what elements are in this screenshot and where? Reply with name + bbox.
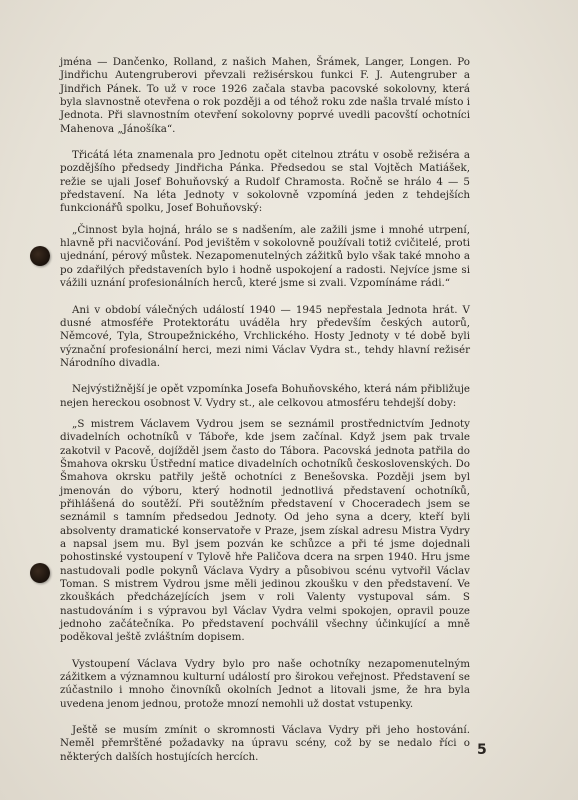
quote-1: „Činnost byla hojná, hrálo se s nadšením, ale zažili jsme i mnohé utrpení, hlavně při nacvičování. Pod jevištěm v sokolovně používali totiž cvičitelé, proti ujednání, pérový můstek. Nezapomenutelných zážitků bylo však také mnoho a po zdařilých představeních bylo i hodně uspokojení a radosti. Nejvíce jsme si vážili uznání profesionálních herců, které jsme si zvali. Vzpomínáme rádi.“: [60, 223, 470, 290]
page-number: 5: [477, 742, 487, 758]
punch-hole-upper: [30, 246, 50, 266]
quote-2: „S mistrem Václavem Vydrou jsem se seznámil prostřednictvím Jednoty divadelních ochotníků v Táboře, kde jsem začínal. Když jsem pak trvale zakotvil v Pacově, dojížděl jsem často do Tábora. Pacovská jednota patřila do Šmahova okrsku Ústřední matice divadelních ochotníků československých. Do Šmahova okrsku patřily ještě ochotníci z Benešovska. Později jsem byl jmenován do výboru, který hodnotil jednotlivá představení ochotníků, přihlášená do soutěží. Při soutěžním představení v Choceradech jsem se seznámil s tamním předsedou Jednoty. Od jeho syna a dcery, kteří byli absolventy dramatické konservatoře v Praze, jsem získal adresu Mistra Vydry a napsal jsem mu. Byl jsem pozván ke schůzce a při té jsme dojednali pohostinské vystoupení v Tylově hře Paličova dcera na srpen 1940. Hru jsme nastudovali podle pokynů Václava Vydry a působivou scénu vytvořil Václav Toman. S mistrem Vydrou jsme měli jedinou zkoušku v den představení. Ve zkouškách předcházejících jsem v roli Valenty vystupoval sám. S nastudováním i s výpravou byl Václav Vydra velmi spokojen, opravil pouze jednoho začátečníka. Po představení pochválil všechny účinkující a mně poděkoval ještě zvláštním dopisem.: [60, 417, 470, 644]
paragraph-4: Nejvýstižnější je opět vzpomínka Josefa Bohuňovského, která nám přibližuje nejen hereckou osobnost V. Vydry st., ale celkovou atmosféru tehdejší doby:: [60, 383, 470, 409]
paragraph-6: Ještě se musím zmínit o skromnosti Václava Vydry při jeho hostování. Neměl přemrštěné požadavky na úpravu scény, což by se nedalo říci o některých dalších hostujících hercích.: [60, 724, 470, 763]
paragraph-3: Ani v období válečných událostí 1940 — 1945 nepřestala Jednota hrát. V dusné atmosféře Protektorátu uváděla hry především českých autorů, Němcové, Tyla, Stroupežnického, Vrchlického. Hosty Jednoty v té době byli význační profesionální herci, mezi nimi Václav Vydra st., tehdy hlavní režisér Národního divadla.: [60, 303, 470, 369]
paragraph-1: jména — Dančenko, Rolland, z našich Mahen, Šrámek, Langer, Longen. Po Jindřichu Autengruberovi převzali režisérskou funkci F. J. Autengruber a Jindřich Pánek. To už v roce 1926 začala stavba pacovské sokolovny, která byla slavnostně otevřena o rok později a od téhož roku zde našla trvalé místo i Jednota. Při slavnostním otevření sokolovny poprvé uvedli pacovští ochotníci Mahenova „Jánošíka“.: [60, 56, 470, 135]
paragraph-2: Třicátá léta znamenala pro Jednotu opět citelnou ztrátu v osobě režiséra a pozdějšího předsedy Jindřicha Pánka. Předsedou se stal Vojtěch Matiášek, režie se ujali Josef Bohuňovský a Rudolf Chramosta. Ročně se hrálo 4 — 5 představení. Na léta Jednoty v sokolovně vzpomíná jeden z tehdejších funkcionářů spolku, Josef Bohuňovský:: [60, 149, 470, 215]
punch-hole-lower: [30, 563, 50, 583]
paragraph-5: Vystoupení Václava Vydry bylo pro naše ochotníky nezapomenutelným zážitkem a významnou kulturní událostí pro širokou veřejnost. Představení se zúčastnilo i mnoho činovníků okolních Jednot a litovali jsme, že hra byla uvedena jenom jednou, protože mnozí nemohli už dostat vstupenky.: [60, 657, 470, 710]
body-text: [60, 56, 470, 764]
